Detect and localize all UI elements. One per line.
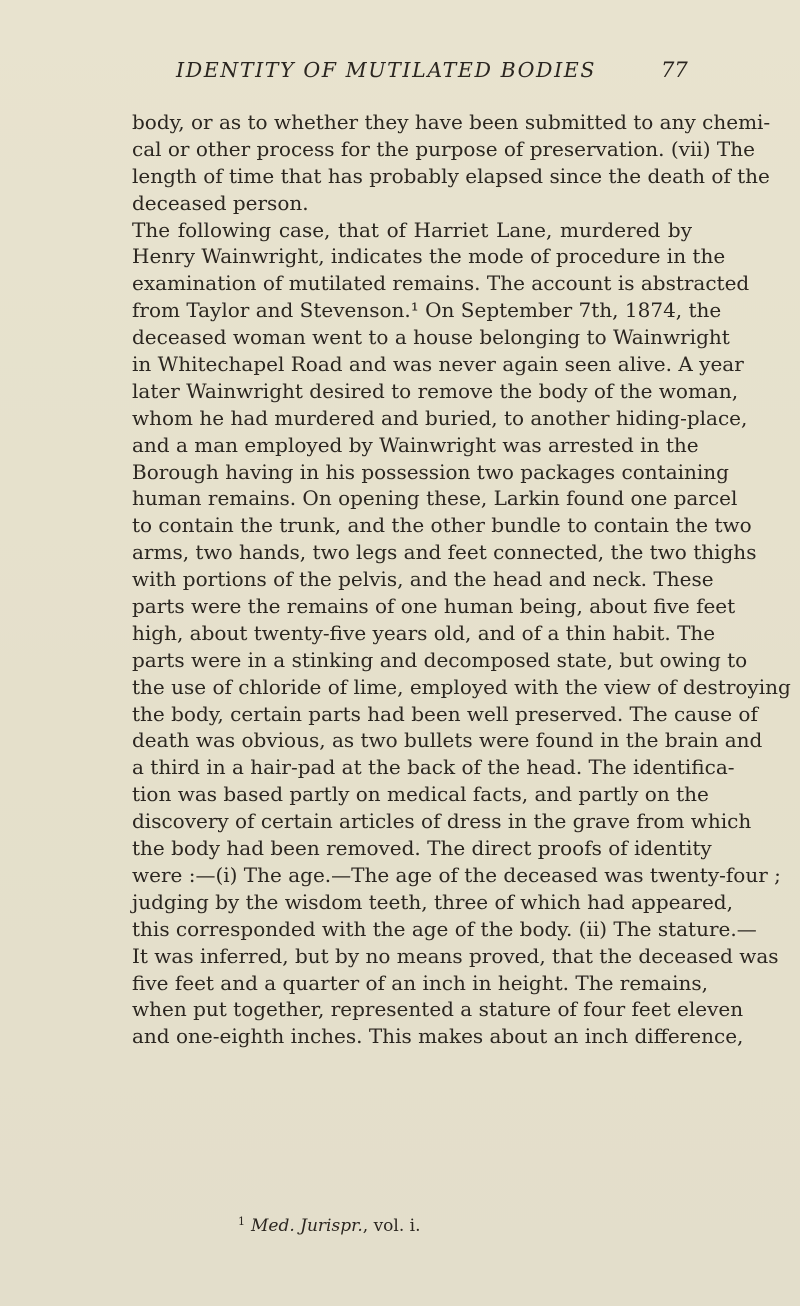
text-line: to contain the trunk, and the other bundle to contain the two [132, 513, 752, 538]
text-line: length of time that has probably elapsed since the death of the [132, 163, 770, 188]
footnote-source-rest: , vol. i. [362, 1216, 421, 1236]
running-head [0, 58, 800, 88]
page-number: 77 [661, 58, 688, 82]
text-line: deceased person. [132, 190, 309, 215]
text-line: discovery of certain articles of dress in the grave from which [132, 809, 752, 834]
text-line: from Taylor and Stevenson.¹ On September 7th, 1874, the [132, 298, 722, 323]
text-line: when put together, represented a stature of four feet eleven [132, 997, 744, 1022]
text-line: cal or other process for the purpose of preservation. (vii) The [132, 136, 755, 161]
text-line: judging by the wisdom teeth, three of which had appeared, [132, 889, 733, 914]
text-line: death was obvious, as two bullets were found in the brain and [132, 728, 763, 753]
text-line: were :—(i) The age.—The age of the deceased was twenty-four ; [132, 862, 781, 887]
text-line: examination of mutilated remains. The account is abstracted [132, 271, 750, 296]
text-line: deceased woman went to a house belonging to Wainwright [132, 325, 730, 350]
text-line: human remains. On opening these, Larkin found one parcel [132, 486, 738, 511]
text-line: and one-eighth inches. This makes about an inch difference, [132, 1024, 744, 1049]
text-line: this corresponded with the age of the body. (ii) The stature.— [132, 916, 757, 941]
text-line: the body had been removed. The direct proofs of identity [132, 836, 712, 861]
text-line: high, about twenty-five years old, and of a thin habit. The [132, 620, 716, 645]
text-line: whom he had murdered and buried, to another hiding-place, [132, 405, 748, 430]
text-line: body, or as to whether they have been submitted to any chemi- [132, 110, 771, 134]
text-line: and a man employed by Wainwright was arrested in the [132, 432, 699, 457]
running-title: IDENTITY OF MUTILATED BODIES [176, 58, 596, 82]
text-line: five feet and a quarter of an inch in height. The remains, [132, 970, 708, 995]
text-line: parts were in a stinking and decomposed state, but owing to [132, 647, 748, 672]
text-line: the body, certain parts had been well preserved. The cause of [132, 701, 758, 726]
text-line: The following case, that of Harriet Lane, murdered by [132, 217, 692, 242]
body-text [132, 109, 791, 1050]
footnote-marker: 1 [238, 1215, 245, 1228]
text-line: the use of chloride of lime, employed with the view of destroying [132, 674, 791, 699]
text-line: arms, two hands, two legs and feet connected, the two thighs [132, 540, 757, 565]
text-line: Borough having in his possession two packages containing [132, 459, 729, 484]
text-line: Henry Wainwright, indicates the mode of procedure in the [132, 244, 726, 269]
footnote [238, 1215, 421, 1236]
text-line: It was inferred, but by no means proved, that the deceased was [132, 943, 779, 968]
text-line: tion was based partly on medical facts, and partly on the [132, 782, 709, 807]
footnote-source-title: Med. Jurispr. [251, 1216, 363, 1236]
text-line: parts were the remains of one human being, about five feet [132, 594, 736, 619]
text-line: a third in a hair-pad at the back of the head. The identifica- [132, 755, 735, 780]
text-line: in Whitechapel Road and was never again seen alive. A year [132, 352, 744, 377]
text-line: later Wainwright desired to remove the body of the woman, [132, 378, 739, 403]
text-line: with portions of the pelvis, and the head and neck. These [132, 567, 714, 592]
